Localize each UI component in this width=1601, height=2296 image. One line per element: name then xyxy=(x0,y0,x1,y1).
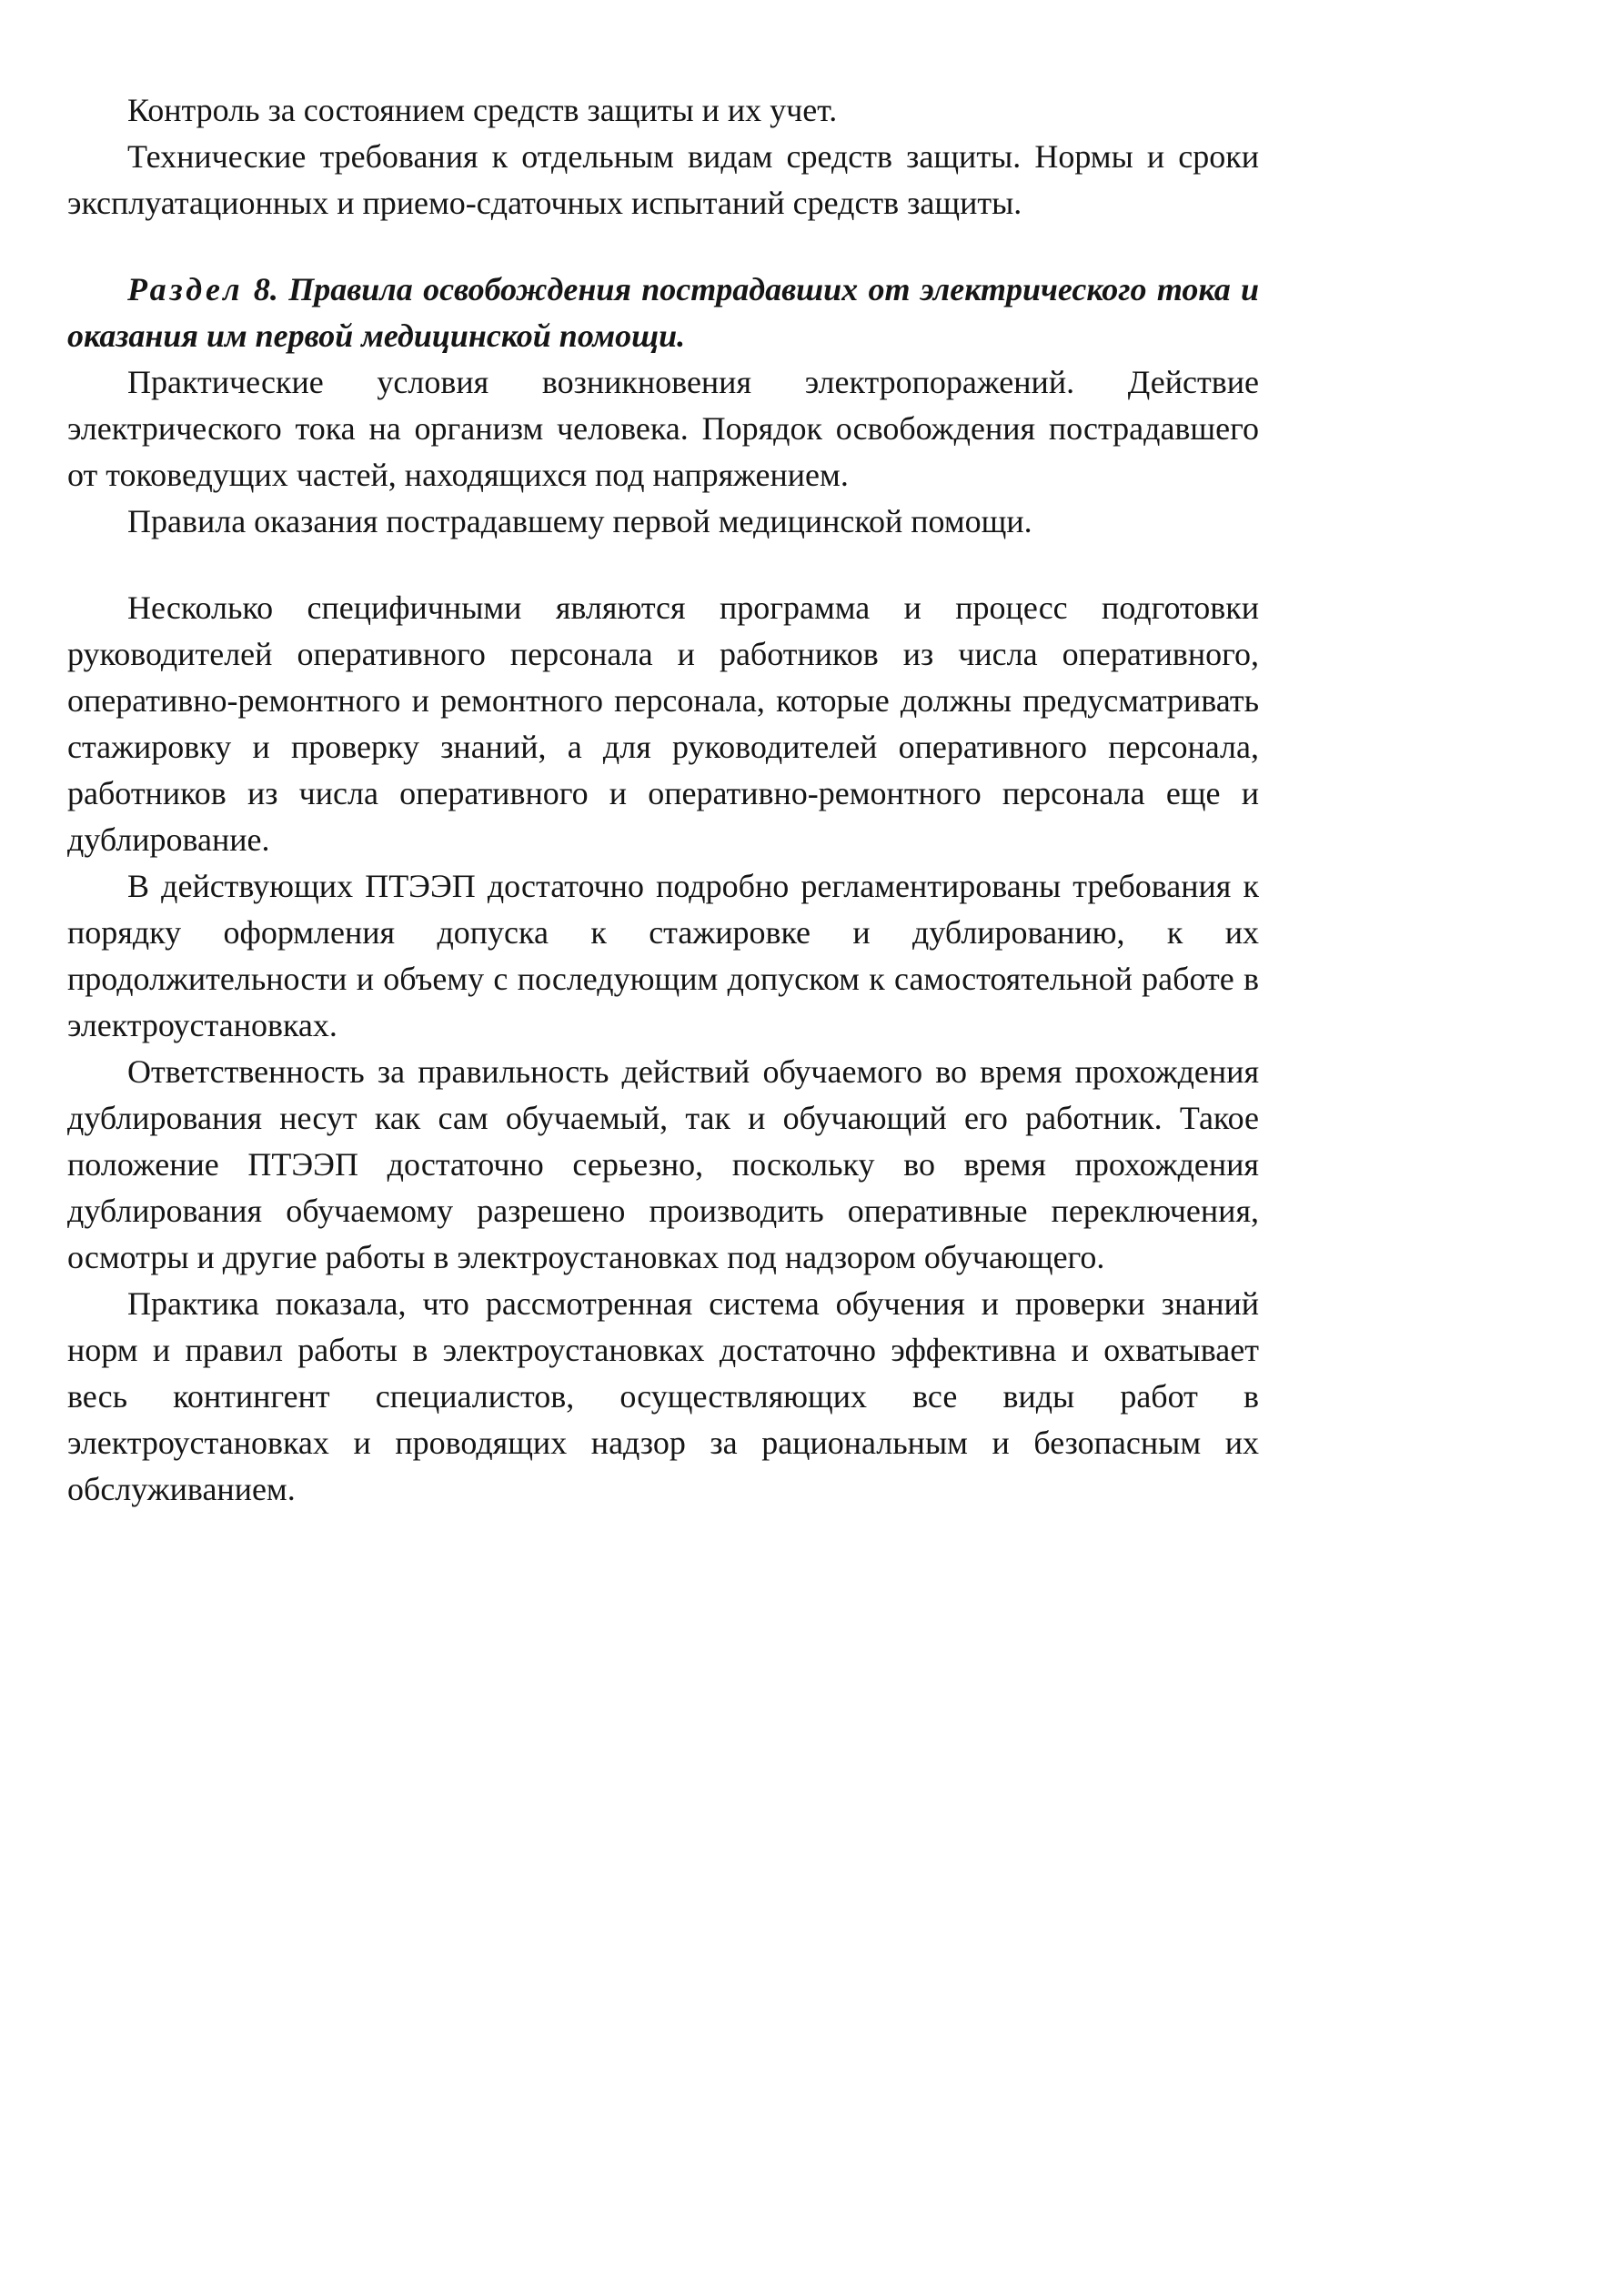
section-8-heading xyxy=(67,267,1259,359)
paragraph-pteep-regulations: В действующих ПТЭЭП достаточно подробно регламентированы требования к порядку оформления допуска к стажировке и дублированию, к их продолжительности и объему с последующим допуском к самостоятельной работе в электроустановках. xyxy=(67,868,1259,1043)
section-title: Правила освобождения пострадавших от электрического тока и оказания им первой медицинской помощи. xyxy=(67,271,1260,354)
section-spacer xyxy=(67,545,1259,585)
paragraph-electric-shock-conditions: Практические условия возникновения электропоражений. Действие электрического тока на организм человека. Порядок освобождения пострадавшего от токоведущих частей, находящихся под напряжением. xyxy=(67,364,1259,493)
paragraph-technical-requirements: Технические требования к отдельным видам средств защиты. Нормы и сроки эксплуатационных и приемо-сдаточных испытаний средств защиты. xyxy=(67,138,1259,221)
page-text xyxy=(67,87,1259,1513)
paragraph-responsibility: Ответственность за правильность действий обучаемого во время прохождения дублирования несут как сам обучаемый, так и обучающий его работник. Такое положение ПТЭЭП достаточно серьезно, поскольку во время прохождения дублирования обучаемому разрешено производить оперативные переключения, осмотры и другие работы в электроустановках под надзором обучающего. xyxy=(67,1053,1259,1275)
section-number: 8. xyxy=(253,271,278,307)
paragraph-training-specifics: Несколько специфичными являются программа и процесс подготовки руководителей оперативного персонала и работников из числа оперативного, оперативно-ремонтного и ремонтного персонала, которые должны предусматривать стажировку и проверку знаний, а для руководителей оперативного персонала, работников из числа оперативного и оперативно-ремонтного персонала еще и дублирование. xyxy=(67,589,1259,858)
section-spacer xyxy=(67,227,1259,267)
paragraph-control-protective-means: Контроль за состоянием средств защиты и их учет. xyxy=(127,92,838,128)
section-label: Раздел xyxy=(127,271,244,307)
paragraph-practice-conclusion: Практика показала, что рассмотренная система обучения и проверки знаний норм и правил работы в электроустановках достаточно эффективна и охватывает весь контингент специалистов, осуществляющих все виды работ в электроустановках и проводящих надзор за рациональным и безопасным их обслуживанием. xyxy=(67,1285,1259,1507)
paragraph-first-aid-rules: Правила оказания пострадавшему первой медицинской помощи. xyxy=(127,503,1032,539)
